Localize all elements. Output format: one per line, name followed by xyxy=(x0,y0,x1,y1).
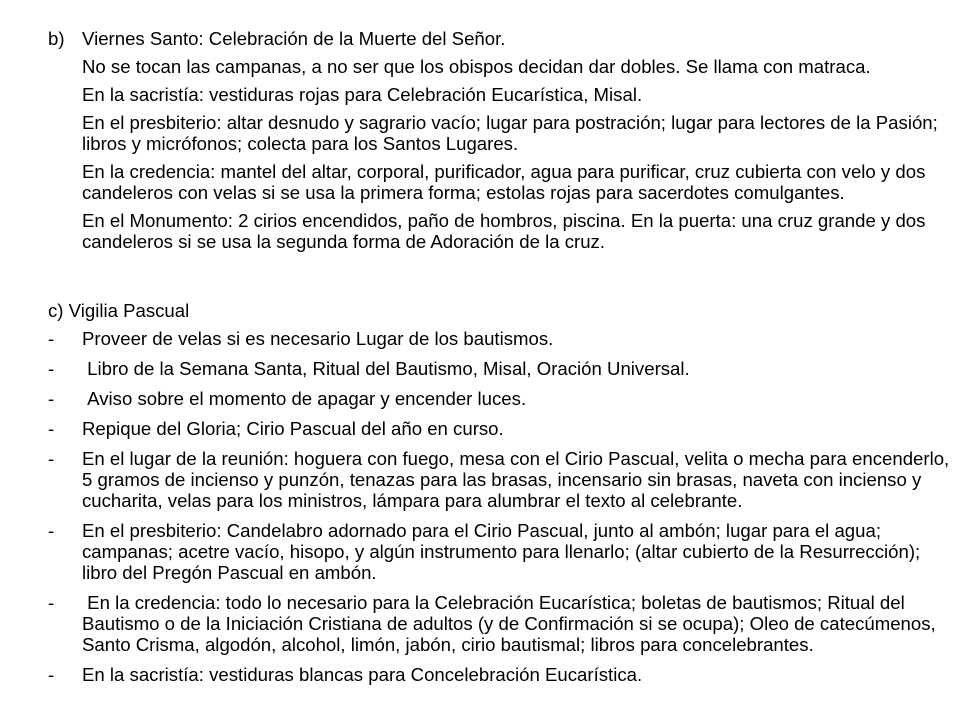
list-item xyxy=(48,520,953,583)
section-b-title: Viernes Santo: Celebración de la Muerte del Señor. xyxy=(82,28,506,49)
list-dash: - xyxy=(48,328,55,349)
list-item xyxy=(48,448,953,511)
list-item-text: Libro de la Semana Santa, Ritual del Bautismo, Misal, Oración Universal. xyxy=(82,358,690,379)
section-b-paragraph: En la sacristía: vestiduras rojas para Celebración Eucarística, Misal. xyxy=(82,84,643,105)
list-dash: - xyxy=(48,358,55,379)
section-b-paragraph: En el presbiterio: altar desnudo y sagrario vacío; lugar para postración; lugar para lectores de la Pasión; libros y micrófonos; colecta para los Santos Lugares. xyxy=(82,112,938,154)
list-item xyxy=(48,418,953,439)
list-item-text: En el presbiterio: Candelabro adornado para el Cirio Pascual, junto al ambón; lugar para el agua; campanas; acetre vacío, hisopo, y algún instrumento para llenarlo; (altar cubierto de la Resurrección); libro del Pregón Pascual en ambón. xyxy=(82,520,926,583)
list-item-text: En la sacristía: vestiduras blancas para Concelebración Eucarística. xyxy=(82,664,643,685)
section-b-body xyxy=(82,28,950,252)
list-dash: - xyxy=(48,418,55,439)
section-b-paragraph: En el Monumento: 2 cirios encendidos, paño de hombros, piscina. En la puerta: una cruz grande y dos candeleros si se usa la segunda forma de Adoración de la cruz. xyxy=(82,210,926,252)
list-dash: - xyxy=(48,520,55,541)
list-item-text: Repique del Gloria; Cirio Pascual del año en curso. xyxy=(82,418,504,439)
list-item-text: Aviso sobre el momento de apagar y encender luces. xyxy=(82,388,527,409)
list-item-text: En la credencia: todo lo necesario para la Celebración Eucarística; boletas de bautismos; Ritual del Bautismo o de la Iniciación Cristiana de adultos (y de Confirmación si se ocupa); Oleo de catecúmenos, Santo Crisma, algodón, alcohol, limón, jabón, cirio bautismal; libros para concelebrantes. xyxy=(82,592,941,655)
section-b-marker: b) xyxy=(48,28,65,49)
list-dash: - xyxy=(48,388,55,409)
section-c-heading: c) Vigilia Pascual xyxy=(48,300,190,321)
list-item xyxy=(48,388,953,409)
list-item xyxy=(48,358,953,379)
section-b-paragraph: No se tocan las campanas, a no ser que los obispos decidan dar dobles. Se llama con matraca. xyxy=(82,56,871,77)
list-dash: - xyxy=(48,448,55,469)
list-item-text: Proveer de velas si es necesario Lugar de los bautismos. xyxy=(82,328,554,349)
list-item xyxy=(48,328,953,349)
list-dash: - xyxy=(48,592,55,613)
section-c-list xyxy=(48,328,953,685)
section-b-paragraph: En la credencia: mantel del altar, corporal, purificador, agua para purificar, cruz cubierta con velo y dos candeleros con velas si se usa la primera forma; estolas rojas para sacerdotes comulgantes. xyxy=(82,161,926,203)
list-item-text: En el lugar de la reunión: hoguera con fuego, mesa con el Cirio Pascual, velita o mecha para encenderlo, 5 gramos de incienso y punzón, tenazas para las brasas, incensario sin brasas, naveta con incienso y cucharita, velas para los ministros, lámpara para alumbrar el texto al celebrante. xyxy=(82,448,955,511)
list-item xyxy=(48,592,953,655)
list-dash: - xyxy=(48,664,55,685)
list-item xyxy=(48,664,953,685)
